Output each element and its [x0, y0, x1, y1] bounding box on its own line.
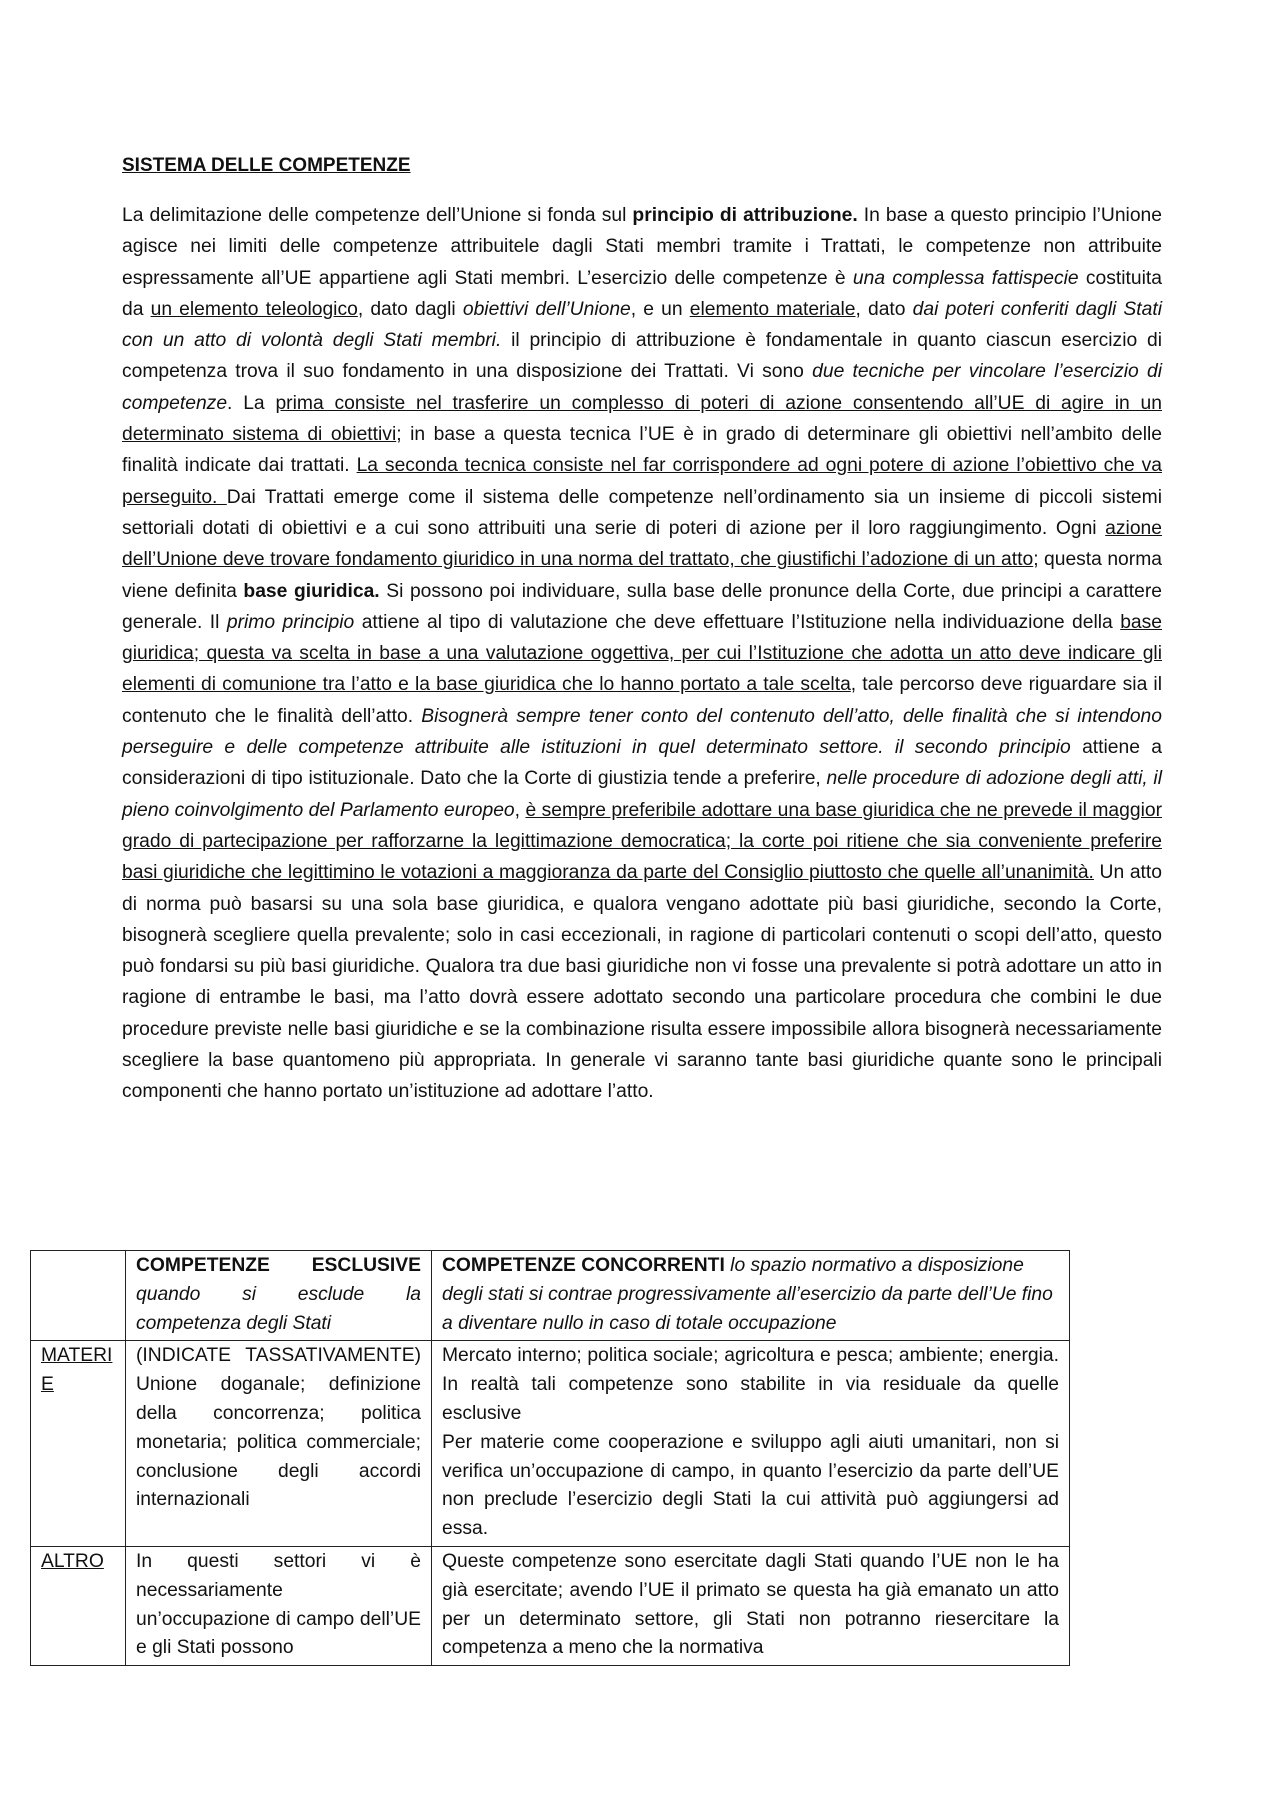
concurrent-text-2: Per materie come cooperazione e sviluppo agli aiuti umanitari, non si verifica un’occupazione di campo, in quanto l’esercizio da parte dell’UE non preclude l’esercizio degli Stati la cui attività può aggiungersi ad essa. — [442, 1431, 1059, 1540]
italic-text: Bisognerà sempre tener conto del contenuto dell’atto, delle finalità che si intendono perseguire e delle competenze attribuite alle istituzioni in quel determinato settore. il secondo principio — [122, 705, 1162, 759]
body-text-run: In base a questo principio l’Unione agisce nei limiti delle competenze attribuitele dagli Stati membri tramite i Trattati, le competenze non attribuite espressamente all’UE appartiene agli Stati membri. L’esercizio delle competenze è — [122, 205, 1163, 289]
row-label: ALTRO — [41, 1550, 104, 1572]
underlined-text: azione dell’Unione deve trovare fondamento giuridico in una norma del trattato, che giustifichi l’adozione di un atto — [122, 517, 1162, 571]
italic-text: due tecniche per vincolare l’esercizio di competenze — [122, 361, 1162, 414]
italic-text: una complessa fattispecie — [852, 267, 1079, 289]
header-concurrent-cell — [432, 1251, 1070, 1341]
row-label-cell — [31, 1546, 126, 1665]
header-exclusive-title: COMPETENZE ESCLUSIVE — [136, 1255, 421, 1276]
table-corner-cell — [31, 1251, 126, 1341]
italic-text: obiettivi dell’Unione — [462, 298, 631, 320]
table-header-row — [31, 1251, 1070, 1341]
underlined-text: prima consiste nel trasferire un complesso di poteri di azione consentendo all’UE di agire in un determinato sistema di obiettivi — [122, 392, 1162, 446]
document-title: SISTEMA DELLE COMPETENZE — [122, 155, 411, 176]
underlined-text: base giuridica; questa va scelta in base a una valutazione oggettiva, per cui l’Istituzione che adotta un atto deve indicare gli elementi di comunione tra l’atto e la base giuridica che lo hanno portato a tale scelta — [122, 611, 1162, 696]
row-label: MATERIE — [41, 1345, 113, 1396]
underlined-text: è sempre preferibile adottare una base giuridica che ne prevede il maggior grado di partecipazione per rafforzarne la legittimazione democratica; la corte poi ritiene che sia conveniente preferire basi giuridiche che legittimino le votazioni a maggioranza da parte del Consiglio piuttosto che quelle all’unanimità. — [122, 799, 1162, 884]
exclusive-cell: In questi settori vi è necessariamente un’occupazione di campo dell’UE e gli Stati possono — [126, 1546, 432, 1665]
row-label-cell — [31, 1341, 126, 1547]
body-text-run: ; in base a questa tecnica l’UE è in grado di determinare gli obiettivi nell’ambito delle finalità indicate dai trattati. — [122, 424, 1162, 477]
body-text-run: , tale percorso deve riguardare sia il contenuto che le finalità dell’atto. — [122, 674, 1163, 727]
table-row-materie — [31, 1341, 1070, 1547]
header-concurrent-note: lo spazio normativo a disposizione degli stati si contrae progressivamente all’esercizio da parte dell’Ue fino a diventare nullo in caso di totale occupazione — [442, 1255, 1053, 1334]
body-text-run: ; questa norma viene definita — [122, 549, 1162, 602]
body-text-run: attiene al tipo di valutazione che deve effettuare l’Istituzione nella individuazione della — [354, 611, 1121, 633]
body-text-run: attiene a considerazioni di tipo istituzionale. Dato che la Corte di giustizia tende a preferire, — [122, 737, 1162, 790]
body-text-run: Un atto di norma può basarsi su una sola base giuridica, e qualora vengano adottate più basi giuridiche, secondo la Corte, bisognerà scegliere quella prevalente; solo in casi eccezionali, in ragione di particolari contenuti o scopi dell’atto, questo può fondarsi su più basi giuridiche. Qualora tra due basi giuridiche non vi fosse una prevalente si potrà adottare un atto in ragione di entrambe le basi, ma l’atto dovrà essere adottato secondo una particolare procedura che combini le due procedure previste nelle basi giuridiche e se la combinazione risulta essere impossibile allora bisognerà necessariamente scegliere la base quantomeno più appropriata. In generale vi saranno tante basi giuridiche quante sono le principali componenti che hanno portato un’istituzione ad adottare l’atto. — [122, 862, 1162, 1103]
italic-text: primo principio — [226, 611, 355, 633]
body-paragraph — [122, 200, 1162, 1108]
underlined-text: un elemento teleologico — [150, 298, 358, 320]
header-exclusive-note: quando si esclude la competenza degli Stati — [136, 1283, 421, 1334]
body-text-run: il principio di attribuzione è fondamentale in quanto ciascun esercizio di competenza trova il suo fondamento in una disposizione dei Trattati. Vi sono — [122, 330, 1162, 383]
table-row-altro — [31, 1546, 1070, 1665]
body-text-run: La delimitazione delle competenze dell’Unione si fonda sul — [122, 205, 633, 226]
exclusive-cell: (INDICATE TASSATIVAMENTE) Unione doganale; definizione della concorrenza; politica monetaria; politica commerciale; conclusione degli accordi internazionali — [126, 1341, 432, 1547]
competences-table — [30, 1250, 1070, 1666]
header-exclusive-cell — [126, 1251, 432, 1341]
body-text-run: , dato — [855, 298, 913, 320]
body-text-run: Dai Trattati emerge come il sistema delle competenze nell’ordinamento sia un insieme di piccoli sistemi settoriali dotati di obiettivi e a cui sono attribuiti una serie di poteri di azione per il loro raggiungimento. Ogni — [122, 486, 1162, 539]
concurrent-text-1: Mercato interno; politica sociale; agricoltura e pesca; ambiente; energia. In realtà tali competenze sono stabilite in via residuale da quelle esclusive — [442, 1345, 1059, 1424]
concurrent-cell: Queste competenze sono esercitate dagli Stati quando l’UE non le ha già esercitate; avendo l’UE il primato se questa ha già emanato un atto per un determinato settore, gli Stati non potranno riesercitare la competenza a meno che la normativa — [432, 1546, 1070, 1665]
bold-text: base giuridica. — [243, 580, 380, 602]
underlined-text: La seconda tecnica consiste nel far corrispondere ad ogni potere di azione l’obiettivo che va perseguito. — [122, 455, 1162, 508]
body-text-run: Si possono poi individuare, sulla base delle pronunce della Corte, due principi a carattere generale. Il — [122, 580, 1162, 633]
body-text-run: . La — [227, 392, 276, 414]
italic-text: nelle procedure di adozione degli atti, il pieno coinvolgimento del Parlamento europeo — [122, 768, 1162, 821]
body-text-run: , dato dagli — [357, 298, 463, 320]
body-text-run: , e un — [630, 298, 690, 320]
header-concurrent-title: COMPETENZE CONCORRENTI — [442, 1255, 725, 1276]
body-text-run: , — [514, 799, 526, 821]
bold-text: principio di attribuzione. — [632, 205, 858, 226]
body-text-run: costituita da — [122, 267, 1162, 320]
italic-text: dai poteri conferiti dagli Stati con un atto di volontà degli Stati membri. — [122, 298, 1162, 352]
concurrent-cell — [432, 1341, 1070, 1547]
underlined-text: elemento materiale — [689, 298, 856, 320]
